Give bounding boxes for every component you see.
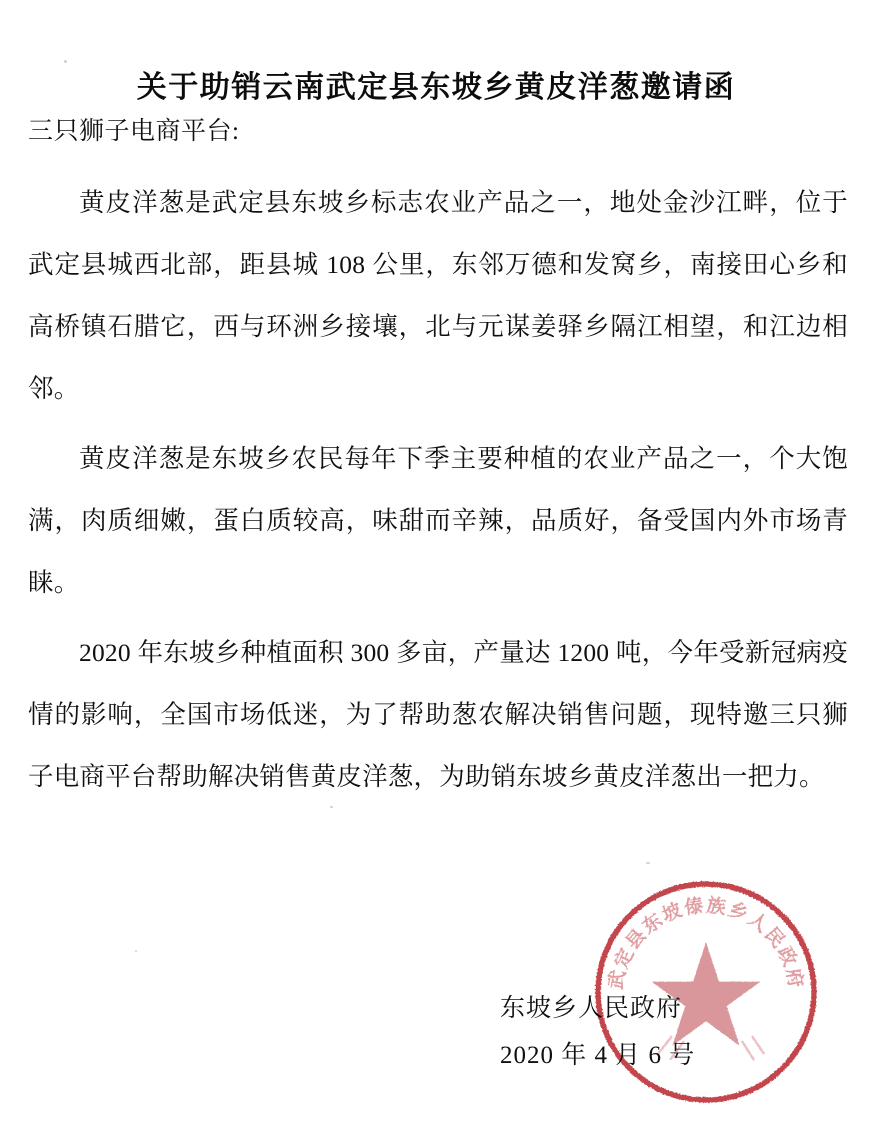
scan-speck (646, 862, 650, 864)
scan-speck (135, 950, 137, 952)
body-paragraph: 黄皮洋葱是东坡乡农民每年下季主要种植的农业产品之一，个大饱满，肉质细嫩，蛋白质较高，味甜而辛辣，品质好，备受国内外市场青睐。 (28, 444, 848, 597)
salutation: 三只狮子电商平台: (28, 118, 240, 145)
signature-date: 2020 年 4 月 6 号 (500, 1042, 696, 1069)
signature-organization: 东坡乡人民政府 (500, 995, 683, 1022)
body-paragraph: 2020 年东坡乡种植面积 300 多亩，产量达 1200 吨，今年受新冠病疫情的影响，全国市场低迷，为了帮助葱农解决销售问题，现特邀三只狮子电商平台帮助解决销售黄皮洋葱，为助销东坡乡黄皮洋葱出一把力。 (28, 638, 848, 791)
seal-arc-text: 武定县东坡傣族乡人民政府 (605, 895, 807, 992)
body-paragraph: 黄皮洋葱是武定县东坡乡标志农业产品之一，地处金沙江畔，位于武定县城西北部，距县城 108 公里，东邻万德和发窝乡，南接田心乡和高桥镇石腊它，西与环洲乡接壤，北与元谋姜驿乡隔江相望，和江边相邻。 (28, 188, 848, 403)
scan-speck (64, 60, 67, 63)
signature-block (500, 986, 830, 1080)
document-title: 关于助销云南武定县东坡乡黄皮洋葱邀请函 (136, 71, 736, 105)
document-body (28, 172, 848, 808)
